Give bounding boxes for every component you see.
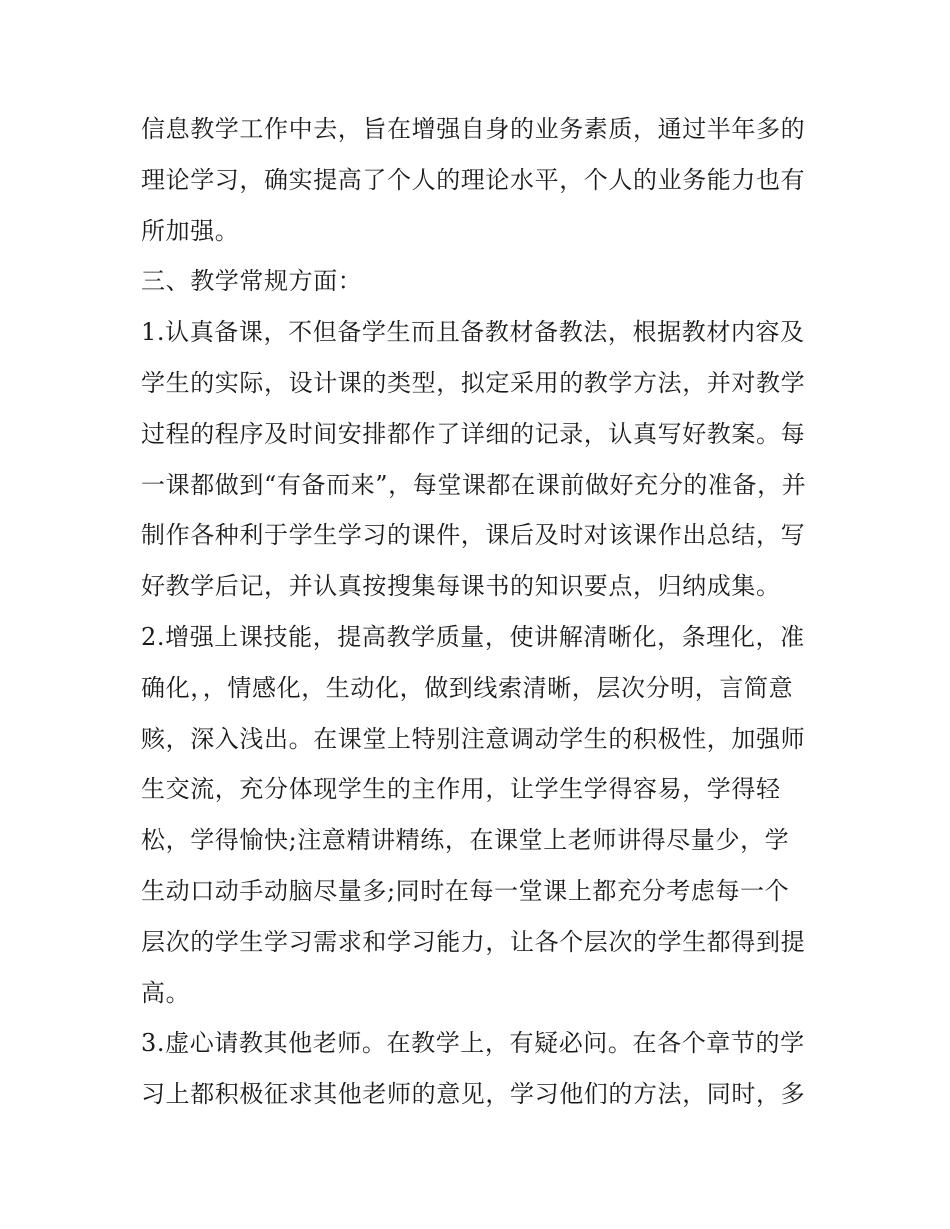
text-line: 一课都做到“有备而来”，每堂课都在课前做好充分的准备，并 [141, 470, 807, 499]
text-line: 1.认真备课，不但备学生而且备教材备教法，根据教材内容及 [141, 318, 805, 347]
text-line: 所加强。 [141, 216, 240, 245]
text-line: 制作各种利于学生学习的课件，课后及时对该课作出总结，写 [141, 521, 806, 550]
text-line: 确化，，情感化，生动化，做到线索清晰，层次分明，言简意 [141, 673, 794, 702]
text-line: 过程的程序及时间安排都作了详细的记录，认真写好教案。每 [141, 419, 806, 448]
text-line: 生动口动手动脑尽量多;同时在每一堂课上都充分考虑每一个 [141, 876, 790, 905]
text-line: 层次的学生学习需求和学习能力，让各个层次的学生都得到提 [141, 927, 806, 956]
text-line: 松，学得愉快;注意精讲精练，在课堂上老师讲得尽量少，学 [141, 826, 790, 855]
text-line: 生交流，充分体现学生的主作用，让学生学得容易，学得轻 [141, 775, 781, 804]
text-line: 2.增强上课技能，提高教学质量，使讲解清晰化，条理化，准 [141, 622, 805, 651]
text-line: 赅，深入浅出。在课堂上特别注意调动学生的积极性，加强师 [141, 724, 806, 753]
text-line: 学生的实际，设计课的类型，拟定采用的教学方法，并对教学 [141, 368, 806, 397]
text-line: 3.虚心请教其他老师。在教学上，有疑必问。在各个章节的学 [141, 1029, 805, 1058]
section-heading: 三、教学常规方面： [141, 267, 363, 296]
text-line: 好教学后记，并认真按搜集每课书的知识要点，归纳成集。 [141, 572, 781, 601]
text-line: 信息教学工作中去，旨在增强自身的业务素质，通过半年多的 [141, 115, 806, 143]
text-line: 理论学习，确实提高了个人的理论水平，个人的业务能力也有 [141, 165, 806, 194]
document-body [141, 104, 821, 1120]
text-line: 习上都积极征求其他老师的意见，学习他们的方法，同时，多 [141, 1080, 806, 1109]
text-line: 高。 [141, 978, 191, 1007]
